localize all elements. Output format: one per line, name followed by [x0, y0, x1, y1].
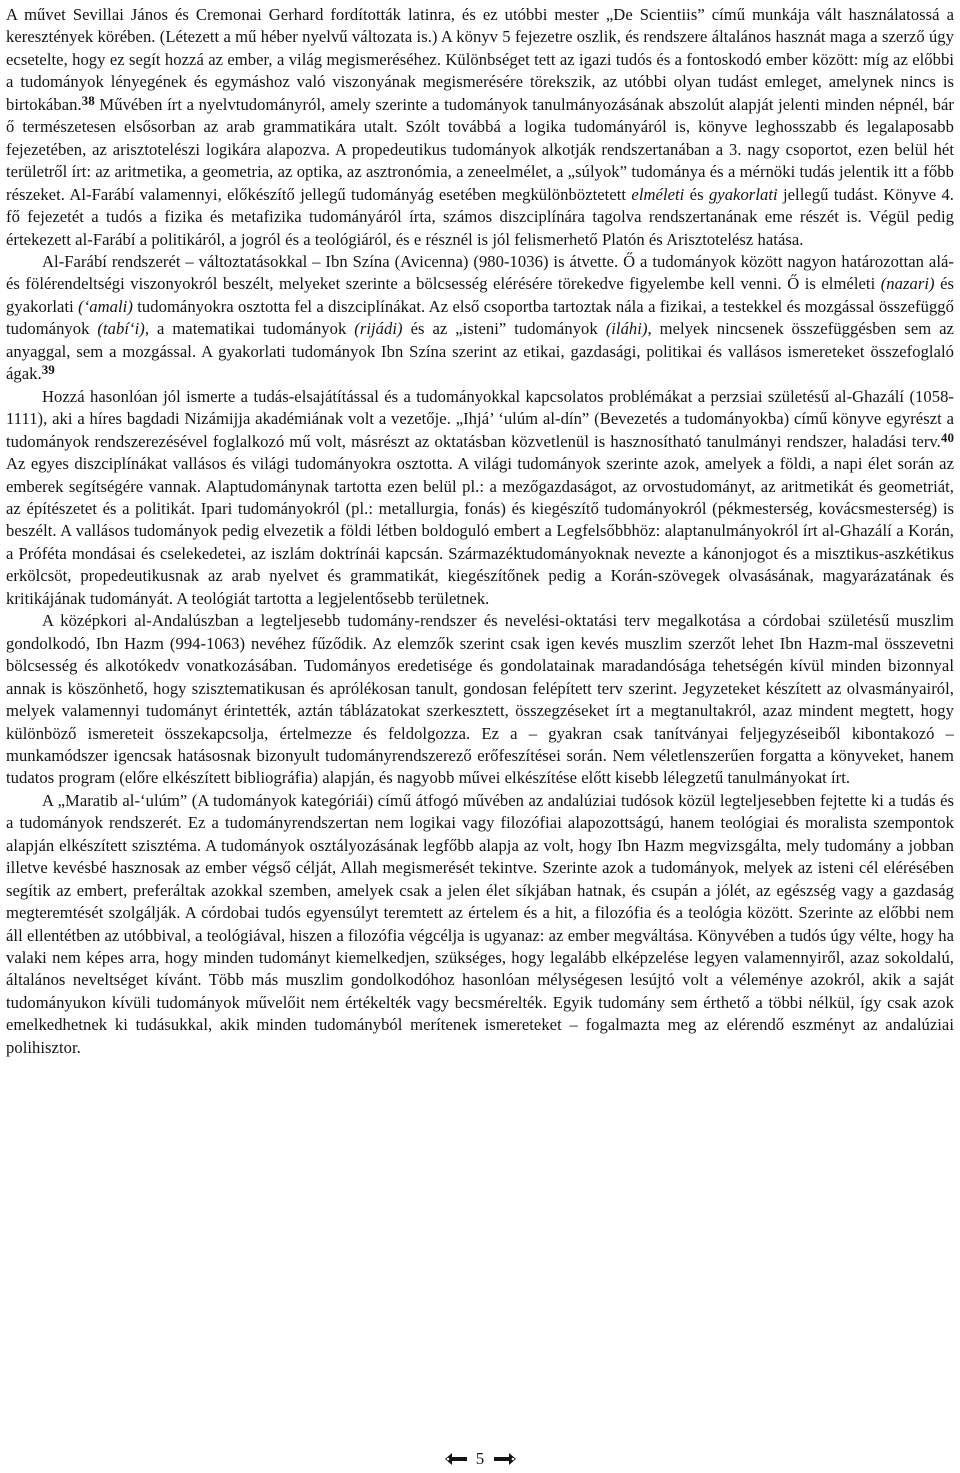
italic-term: (rijádi): [354, 319, 403, 339]
italic-term: gyakorlati: [708, 184, 778, 204]
italic-term: (‘amali): [78, 296, 133, 316]
text-run: jellegű tudást. Könyve 4. fő fejezetét a tudós a fizika és metafizika tudományáról írta, számos diszciplínára tagolva rendszertanának eme részét is. Végül pedig értekezett al-Farábí a politikáról, a jogról és a teológiáról, és e résznél is jól felismerhető Platón és Arisztotelész hatása.: [6, 184, 954, 249]
italic-term: (iláhi): [605, 319, 648, 339]
text-run: és gyakorlati: [6, 274, 954, 316]
paragraph: [6, 790, 954, 1059]
page-footer: [0, 1447, 960, 1470]
text-run: Az egyes diszciplínákat vallásos és világi tudományokra osztotta. A világi tudományok szerinte azok, amelyek a földi, a napi élet során az emberek segítségére vannak. Alaptudománynak tartotta ezen belül pl.: a mezőgazdaságot, az orvostudományt, az aritmetikát és geometriát, az építészetet és a politikát. Ipari tudományokról (pl.: metallurgia, fonás) és kiegészítő tudományokról (pékmesterség, kovácsmesterség) is beszélt. A vallásos tudományok pedig elvezetik a földi létben boldoguló embert a Legfelsőbbhöz: alaptanulmányokról írt al-Ghazálí a Korán, a Próféta mondásai és cselekedetei, az iszlám doktrínái kapcsán. Származéktudományoknak nevezte a kánonjogot és a misztikus-aszkétikus erkölcsöt, propedeutikusnak az arab nyelvet és grammatikát, kiegészítőnek pedig a Korán-szövegek olvasásának, magyarázatának és kritikájának tudományát. A teológiát tartotta a legjelentősebb területnek.: [6, 454, 954, 608]
italic-term: elméleti: [631, 184, 685, 204]
italic-term: (nazari): [880, 274, 935, 294]
text-run: , a matematikai tudományok: [144, 319, 355, 339]
page-number: 5: [475, 1449, 485, 1469]
text-run: Művében írt a nyelvtudományról, amely szerinte a tudományok tanulmányozásának abszolút alapját jelenti minden népnél, bár ő természetesen elsősorban az arab grammatikára utalt. Szólt továbbá a logika tudományáról is, könyve leghosszabb és legalaposabb fejezetében, az arisztotelészi logikára alapozva. A propedeutikus tudományok alkotják rendszertanában a 3. nagy csoportot, ezen belül hét területről írt: az aritmetika, a geometria, az optika, az asztronómia, a zeneelmélet, a „súlyok” tudománya és a mérnöki tudás jelentik itt a főbb részeket. Al-Farábí valamennyi, előkészítő jellegű tudományág esetében megkülönböztetett: [6, 94, 954, 204]
fleuron-left-icon: [443, 1451, 469, 1467]
text-run: Hozzá hasonlóan jól ismerte a tudás-elsajátítással és a tudományokkal kapcsolatos problémákat a perzsiai születésű al-Ghazálí (1058-1111), aki a híres bagdadi Nizámijja akadémiának volt a vezetője. „Ihjá’ ‘ulúm al-dín” (Bevezetés a tudományokba) című könyve egyrészt a tudományok rendszerezésével foglalkozó mű volt, másrészt az oktatásban közvetlenül is hasznosítható tanulmányi rendszer, haladási terv.: [6, 386, 954, 451]
text-run: és: [684, 184, 709, 204]
text-run: tudományokra osztotta fel a diszciplínákat. Az első csoportba tartoztak nála a fizikai, a testekkel és mozgással összefüggő tudományok: [6, 296, 954, 339]
text-run: , melyek nincsenek összefüggésben sem az anyaggal, sem a mozgással. A gyakorlati tudományok Ibn Szína szerint az etikai, gazdasági, politikai és vallásos ismereteket összefoglaló ágak.: [6, 319, 954, 384]
footnote-ref: 40: [940, 429, 954, 445]
paragraph: [6, 4, 954, 251]
paragraph: [6, 386, 954, 611]
fleuron-right-icon: [492, 1451, 518, 1467]
text-run: A „Maratib al-‘ulúm” (A tudományok kategóriái) című átfogó művében az andalúziai tudósok közül legteljesebben fejtette ki a tudás és a tudományok rendszerét. Ez a tudományrendszertan nem logikai vagy filozófiai alapozottságú, hanem teológiai és moralista szempontok alapján elkészített szisztéma. A tudományok osztályozásának legfőbb alapja az volt, hogy Ibn Hazm megvizsgálta, mely tudomány a jobban illetve kevésbé hasznosak az ember végső célját, Allah megismerését tekintve. Szerinte azok a tudományok, melyek az isteni cél elérésében segítik az embert, preferáltak azokkal szemben, amelyek csak a jelen élet síkjában hatnak, és csupán a jólét, az egészség vagy a gazdaság megteremtését szolgálják. A córdobai tudós egyensúlyt teremtett az értelem és a hit, a filozófia és a teológia között. Szerinte az előbbi nem áll ellentétben az utóbbival, a teológiával, hiszen a filozófia végcélja is ugyanaz: az ember megváltása. Könyvében a tudós úgy vélte, hogy ha valaki nem képes arra, hogy minden tudományt kiemelkedjen, szükséges, hogy legalább elképzelése legyen valamennyiről, azaz sokoldalú, általános neveltséget kívánt. Több más muszlim gondolkodóhoz hasonlóan mélységesen lesújtó volt a véleménye azokról, akik a saját tudományukon kívüli tudományok művelőit nem értékelték vagy becsmérelték. Egyik tudomány sem érthető a többi nélkül, így csak azok emelkedhetnek ki tudásukkal, akik minden tudományból merítenek ismereteket – fogalmazta meg az elérendő eszményt az andalúziai polihisztor.: [6, 790, 954, 1057]
text-run: Al-Farábí rendszerét – változtatásokkal – Ibn Szína (Avicenna) (980-1036) is átvette. Ő a tudományok között nagyon határozottan alá- és fölérendeltségi viszonyokról beszélt, melyeket szerinte a bölcsesség elérésére törekedve figyelembe kell venni. Ő is elméleti: [6, 251, 954, 294]
paragraph: [6, 610, 954, 790]
italic-term: (tabí‘i): [97, 319, 145, 339]
text-run: A művet Sevillai János és Cremonai Gerhard fordították latinra, és ez utóbbi mester „De Scientiis” című munkája vált használatossá a keresztények körében. (Létezett a mű héber nyelvű változata is.) A könyv 5 fejezetre oszlik, és rendszere általános hasznát maga a szerző úgy ecsetelte, hogy ez segít hozzá az ember, a világ megismeréséhez. Különbséget tett az igazi tudós és a fontoskodó ember között: míg az előbbi a tudományok lényegének és egymáshoz való viszonyának megismerésére törekszik, az utóbbi olyan tudást emleget, amelynek nincs is birtokában.: [6, 5, 954, 114]
text-run: A középkori al-Andalúszban a legteljesebb tudomány-rendszer és nevelési-oktatási terv megalkotása a córdobai születésű muszlim gondolkodó, Ibn Hazm (994-1063) nevéhez fűződik. Az elemzők szerint csak igen kevés muszlim szerzőt lehet Ibn Hazm-mal összevetni bölcsesség és alkotókedv vonatkozásában. Tudományos eredetisége és gondolatainak maradandósága tehetségén kívül minden bizonnyal annak is köszönhető, hogy szisztematikusan és aprólékosan tanult, gondosan felépített terv szerint. Jegyzeteket készített az olvasmányairól, melyek valamennyi tudományt érintették, aztán táblázatokat szerkesztett, összegzéseket írt a megtanultakról, azaz mindent megtett, hogy különböző ismereteit összekapcsolja, értelmezze és feldolgozza. Ez a – gyakran csak tanítványai feljegyzéseiből kibontakozó – munkamódszer igencsak hatásosnak bizonyult tudományrendszerező erőfeszítései során. Nem véletlenszerűen forgatta a könyveket, hanem tudatos program (előre elkészített bibliográfia) alapján, és nagyobb művei elkészítése előtt kisebb lélegzetű tanulmányokat írt.: [6, 611, 954, 788]
footnote-ref: 39: [41, 362, 55, 378]
text-run: és az „isteni” tudományok: [402, 319, 606, 339]
paragraph: [6, 251, 954, 386]
footnote-ref: 38: [81, 92, 95, 108]
document-body: [6, 4, 954, 1059]
